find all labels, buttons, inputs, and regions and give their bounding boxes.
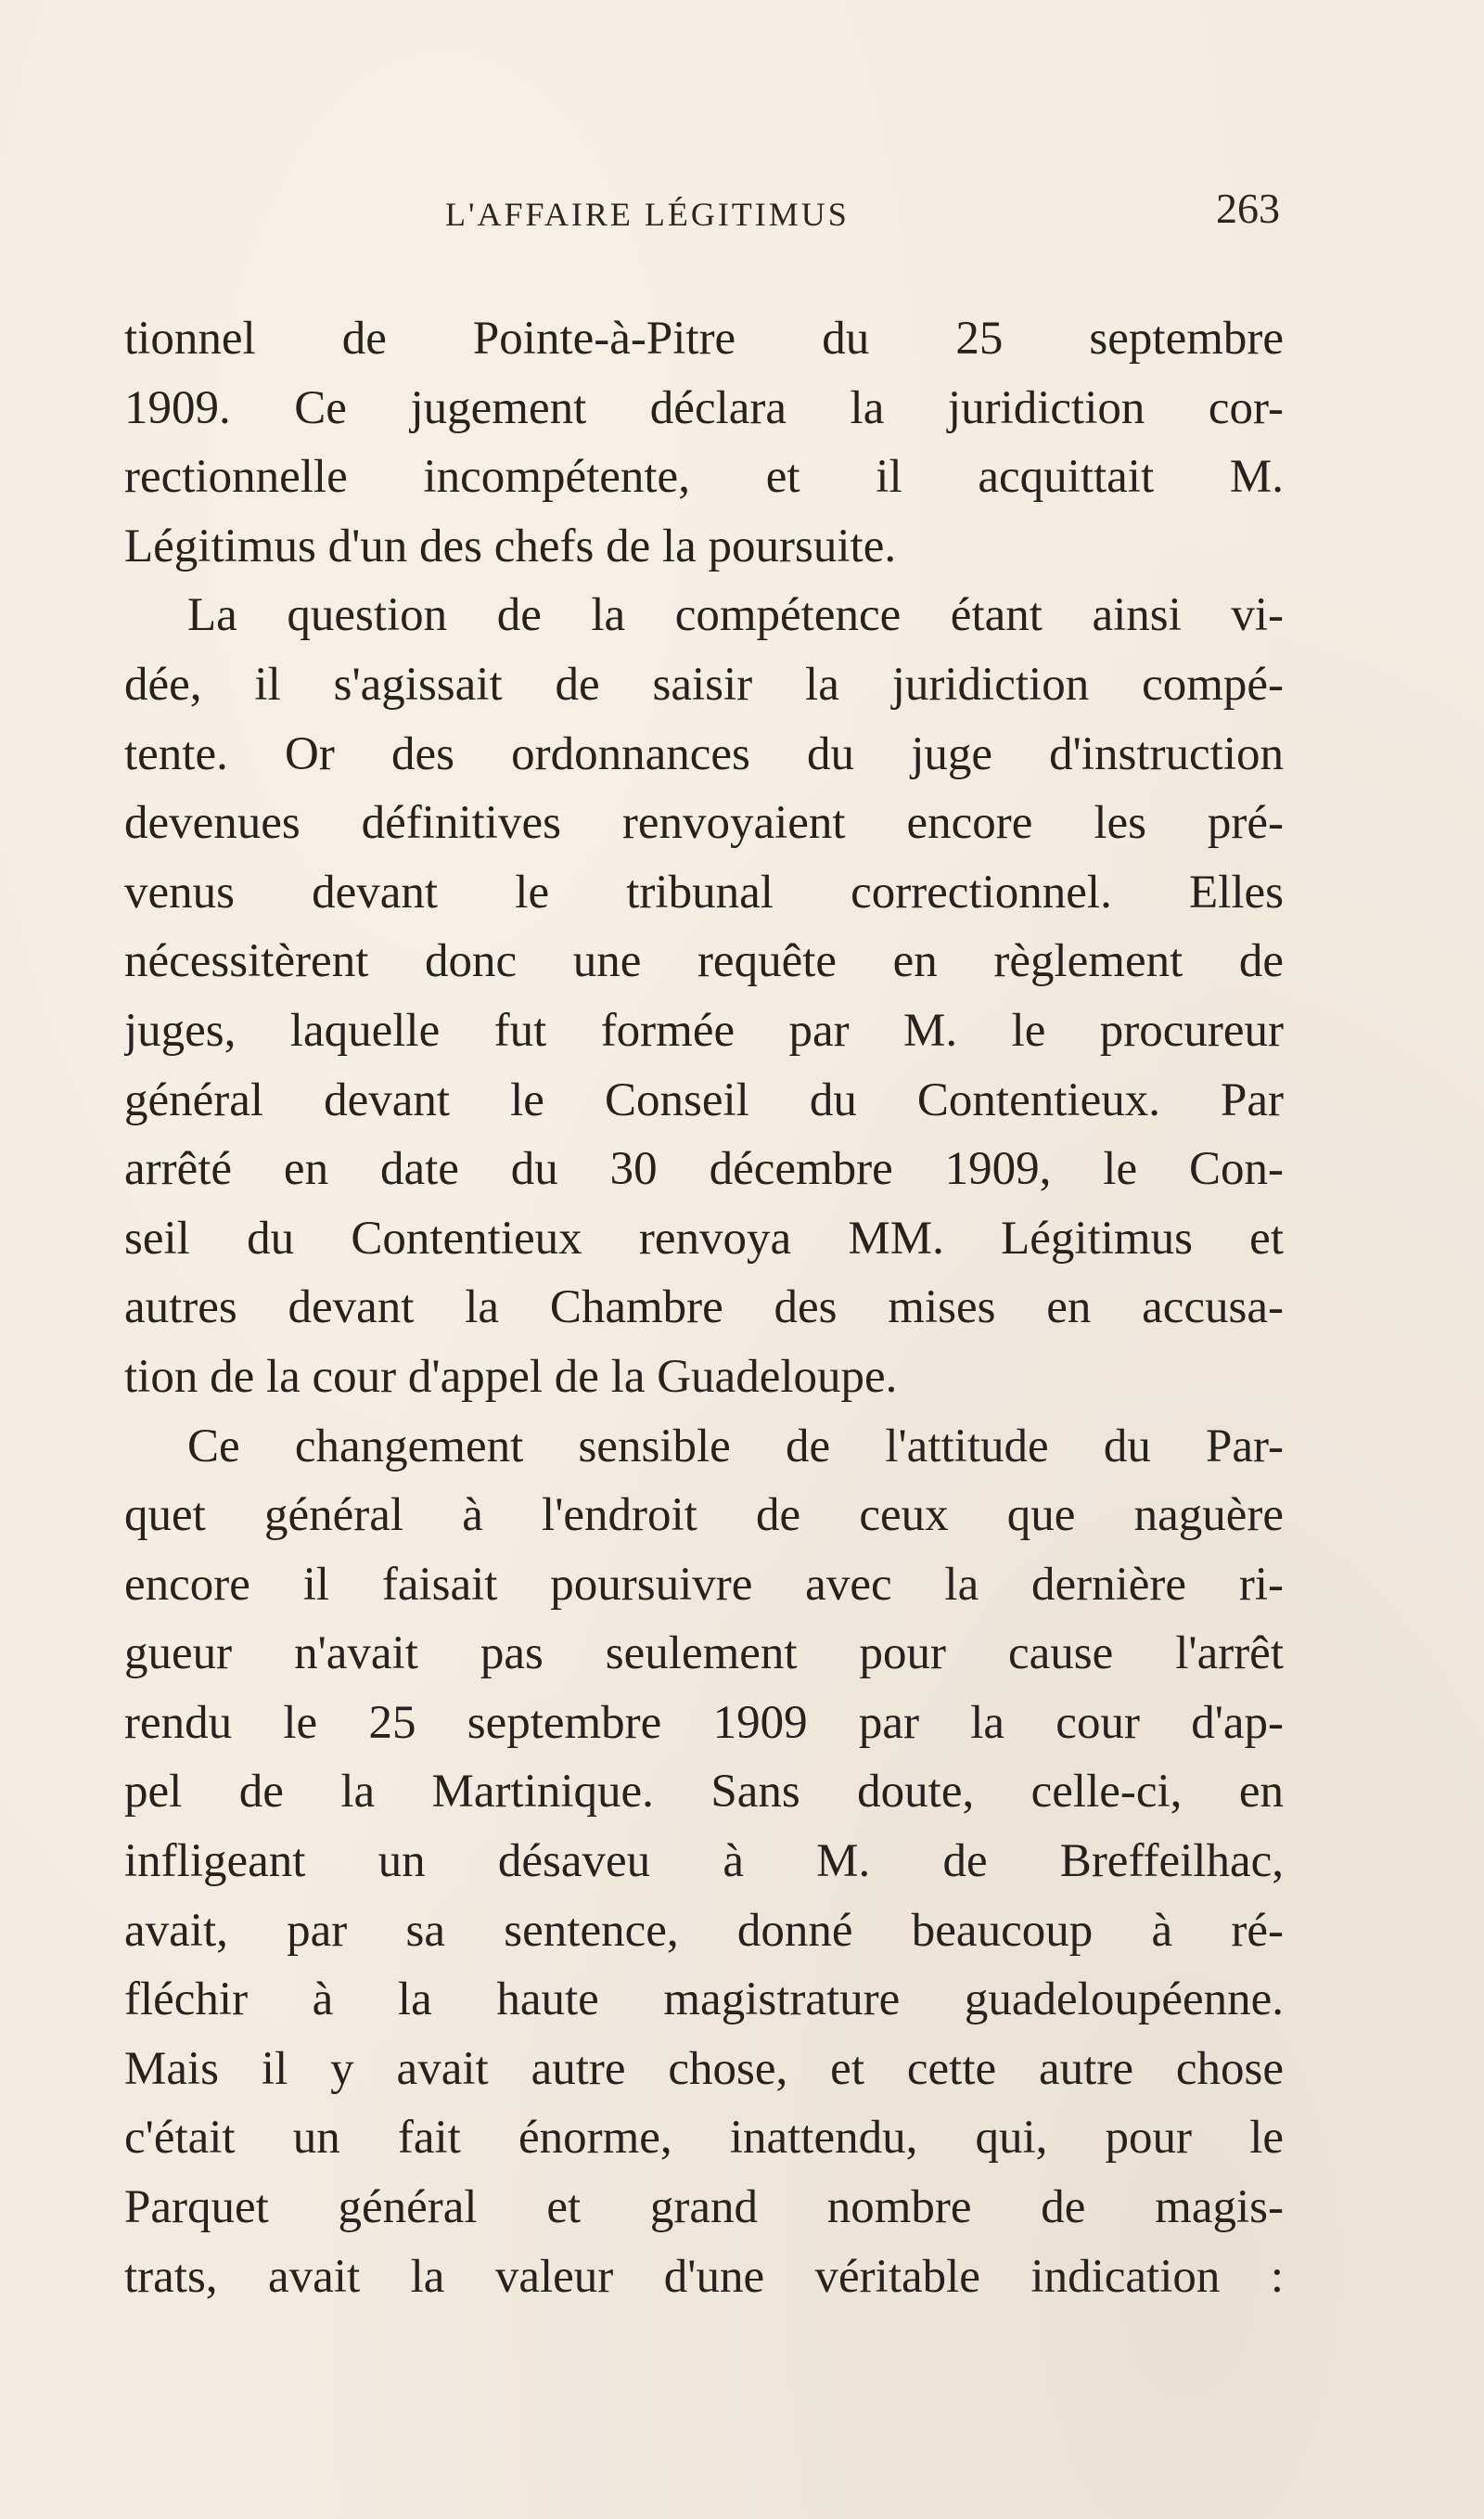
text-line: encore il faisait poursuivre avec la dernière ri- [124,1558,1284,1611]
running-title: L'AFFAIRE LÉGITIMUS [445,196,850,233]
text-line: rectionnelle incompétente, et il acquittait M. [124,451,1284,504]
text-line: venus devant le tribunal correctionnel. Elles [124,866,1284,919]
text-line: devenues définitives renvoyaient encore les pré- [124,797,1284,850]
text-line: tente. Or des ordonnances du juge d'instruction [124,727,1284,780]
text-line: fléchir à la haute magistrature guadeloupéenne. [124,1973,1284,2026]
text-line: La question de la compétence étant ainsi vi- [187,589,1284,642]
text-line: quet général à l'endroit de ceux que naguère [124,1489,1284,1542]
text-line: trats, avait la valeur d'une véritable indication : [124,2250,1284,2303]
text-line: tion de la cour d'appel de la Guadeloupe. [124,1350,898,1403]
text-line: gueur n'avait pas seulement pour cause l'arrêt [124,1627,1284,1680]
text-line: avait, par sa sentence, donné beaucoup à ré- [124,1904,1284,1957]
text-line: autres devant la Chambre des mises en accusa- [124,1281,1284,1334]
text-line: Ce changement sensible de l'attitude du Par- [187,1420,1284,1472]
text-line: tionnel de Pointe-à-Pitre du 25 septembre [124,313,1284,365]
text-line: Parquet général et grand nombre de magis- [124,2181,1284,2234]
text-line: infligeant un désaveu à M. de Breffeilhac, [124,1835,1284,1888]
text-line: arrêté en date du 30 décembre 1909, le Con- [124,1143,1284,1196]
text-line: Légitimus d'un des chefs de la poursuite. [124,520,897,572]
text-line: rendu le 25 septembre 1909 par la cour d'ap- [124,1696,1284,1749]
body-text [124,304,1284,2311]
text-line: Mais il y avait autre chose, et cette autre chose [124,2042,1284,2095]
text-line: juges, laquelle fut formée par M. le procureur [124,1004,1284,1057]
text-line: dée, il s'agissait de saisir la juridiction compé- [124,658,1284,711]
text-line: général devant le Conseil du Contentieux. Par [124,1073,1284,1126]
text-line: 1909. Ce jugement déclara la juridiction cor- [124,381,1284,434]
page-number: 263 [1216,185,1280,232]
text-line: pel de la Martinique. Sans doute, celle-ci, en [124,1766,1284,1819]
text-line: seil du Contentieux renvoya MM. Légitimus et [124,1212,1284,1265]
text-line: nécessitèrent donc une requête en règlement de [124,935,1284,988]
text-line: c'était un fait énorme, inattendu, qui, pour le [124,2112,1284,2165]
